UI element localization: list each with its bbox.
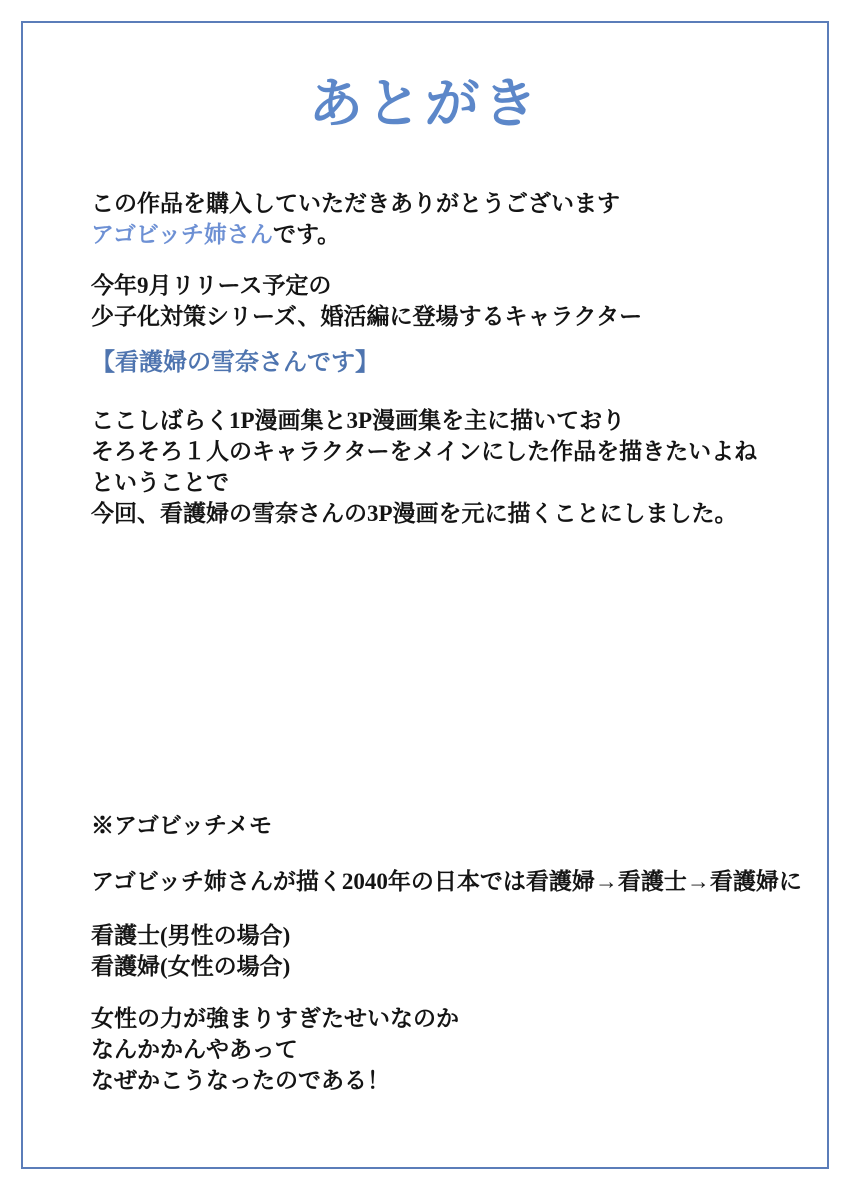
background-paragraph bbox=[23, 405, 827, 529]
memo-term-female: 看護婦(女性の場合) bbox=[91, 954, 291, 979]
series-line: 少子化対策シリーズ、婚活編に登場するキャラクター bbox=[91, 304, 643, 329]
background-line-1: ここしばらく1P漫画集と3P漫画集を主に描いており bbox=[91, 408, 626, 433]
release-line: 今年9月リリース予定の bbox=[91, 273, 332, 298]
page-title: あとがき bbox=[307, 72, 543, 135]
release-announcement-paragraph bbox=[23, 270, 827, 332]
memo-world-note: アゴビッチ姉さんが描く2040年の日本では看護婦→看護士→看護婦に bbox=[91, 869, 802, 894]
author-name: アゴビッチ姉さん bbox=[91, 222, 273, 247]
memo-heading-block bbox=[23, 810, 827, 841]
background-line-2: そろそろ１人のキャラクターをメインにした作品を描きたいよね bbox=[91, 439, 758, 464]
author-line bbox=[91, 219, 797, 250]
background-line-4: 今回、看護婦の雪奈さんの3P漫画を元に描くことにしました。 bbox=[91, 501, 738, 526]
author-line-suffix: です。 bbox=[272, 222, 341, 247]
memo-reason-paragraph bbox=[23, 1003, 827, 1096]
memo-heading: ※アゴビッチメモ bbox=[91, 813, 273, 838]
character-intro-block bbox=[23, 348, 827, 379]
memo-reason-line-2: なんかかんやあって bbox=[91, 1037, 298, 1062]
page-content bbox=[23, 73, 827, 1169]
memo-terms-block bbox=[23, 920, 827, 982]
background-line-3: ということで bbox=[91, 470, 229, 495]
page-border-frame bbox=[21, 21, 829, 1169]
memo-world-note-block bbox=[23, 866, 827, 897]
thanks-line: この作品を購入していただきありがとうございます bbox=[91, 191, 620, 216]
thanks-paragraph bbox=[23, 188, 827, 250]
memo-reason-line-1: 女性の力が強まりすぎたせいなのか bbox=[91, 1006, 459, 1031]
memo-term-male: 看護士(男性の場合) bbox=[91, 923, 291, 948]
character-intro-line: 【看護婦の雪奈さんです】 bbox=[91, 350, 379, 376]
memo-reason-line-3: なぜかこうなったのである！ bbox=[91, 1068, 390, 1093]
